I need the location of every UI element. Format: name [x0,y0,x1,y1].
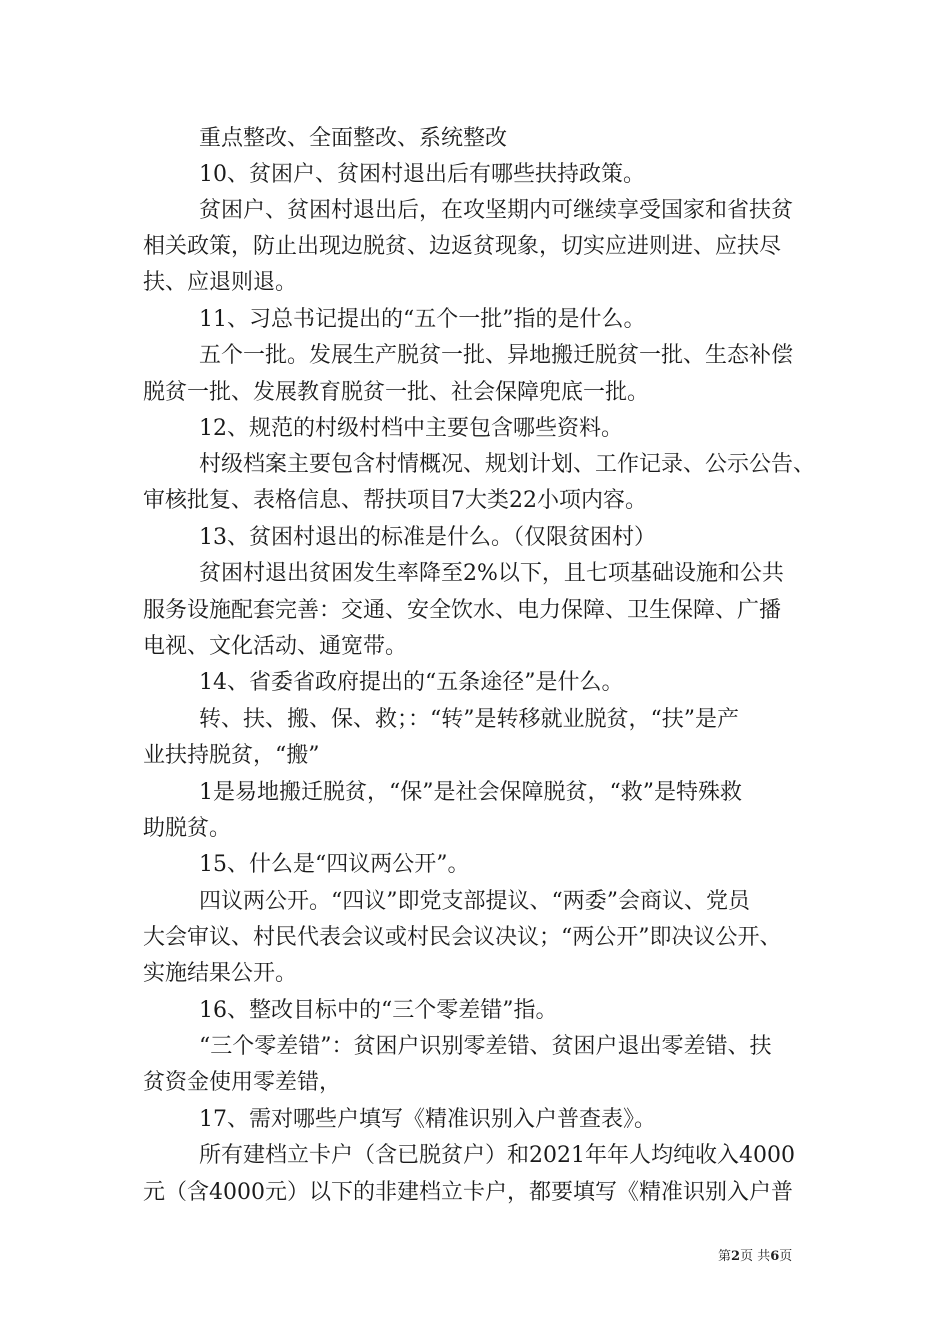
text-line: 村级档案主要包含村情概况、规划计划、工作记录、公示公告、 [199,452,816,477]
text-line: 服务设施配套完善：交通、安全饮水、电力保障、卫生保障、广播 [143,598,782,623]
total-page-number: 6 [770,1249,780,1264]
text-line: 转、扶、搬、保、救；：“转”是转移就业脱贫，“扶”是产 [199,707,739,732]
question-heading: 15、什么是“四议两公开”。 [199,852,470,877]
text-line: 脱贫一批、发展教育脱贫一批、社会保障兜底一批。 [143,380,650,405]
text-line: 相关政策，防止出现边脱贫、边返贫现象，切实应进则进、应扶尽 [143,234,782,259]
text-line: 扶、应退则退。 [143,270,298,295]
text-line: 元（含4000元）以下的非建档立卡户，都要填写《精准识别入户普 [143,1180,793,1205]
text-line: 贫困户、贫困村退出后，在攻坚期内可继续享受国家和省扶贫 [199,198,794,223]
question-heading: 10、贫困户、贫困村退出后有哪些扶持政策。 [199,162,645,187]
text-line: 贫困村退出贫困发生率降至2%以下，且七项基础设施和公共 [199,561,784,586]
text-line: 所有建档立卡户（含已脱贫户）和2021年年人均纯收入4000 [199,1143,795,1168]
text-line: 助脱贫。 [143,816,232,841]
text-line: 业扶持脱贫，“搬” [143,743,320,768]
text-line: 重点整改、全面整改、系统整改 [199,126,508,151]
question-heading: 16、整改目标中的“三个零差错”指。 [199,998,558,1023]
footer-suffix: 页 [779,1249,793,1264]
question-heading: 11、习总书记提出的“五个一批”指的是什么。 [199,307,646,332]
text-line: 五个一批。发展生产脱贫一批、异地搬迁脱贫一批、生态补偿 [199,343,794,368]
text-line: 大会审议、村民代表会议或村民会议决议；“两公开”即决议公开、 [143,925,782,950]
text-line: “三个零差错”：贫困户识别零差错、贫困户退出零差错、扶 [199,1034,772,1059]
footer-prefix: 第 [718,1249,732,1264]
question-heading: 12、规范的村级村档中主要包含哪些资料。 [199,416,623,441]
current-page-number: 2 [731,1249,741,1264]
question-heading: 13、贫困村退出的标准是什么。（仅限贫困村） [199,525,656,550]
text-line: 四议两公开。“四议”即党支部提议、“两委”会商议、党员 [199,889,750,914]
footer-middle: 页 共 [740,1249,771,1264]
text-line: 电视、文化活动、通宽带。 [143,634,408,659]
text-line: 1是易地搬迁脱贫，“保”是社会保障脱贫，“救”是特殊救 [199,780,742,805]
question-heading: 17、需对哪些户填写《精准识别入户普查表》。 [199,1107,656,1132]
page-footer [718,1248,792,1266]
text-line: 审核批复、表格信息、帮扶项目7大类22小项内容。 [143,488,647,513]
text-line: 贫资金使用零差错， [143,1070,342,1095]
text-line: 实施结果公开。 [143,961,298,986]
question-heading: 14、省委省政府提出的“五条途径”是什么。 [199,670,624,695]
